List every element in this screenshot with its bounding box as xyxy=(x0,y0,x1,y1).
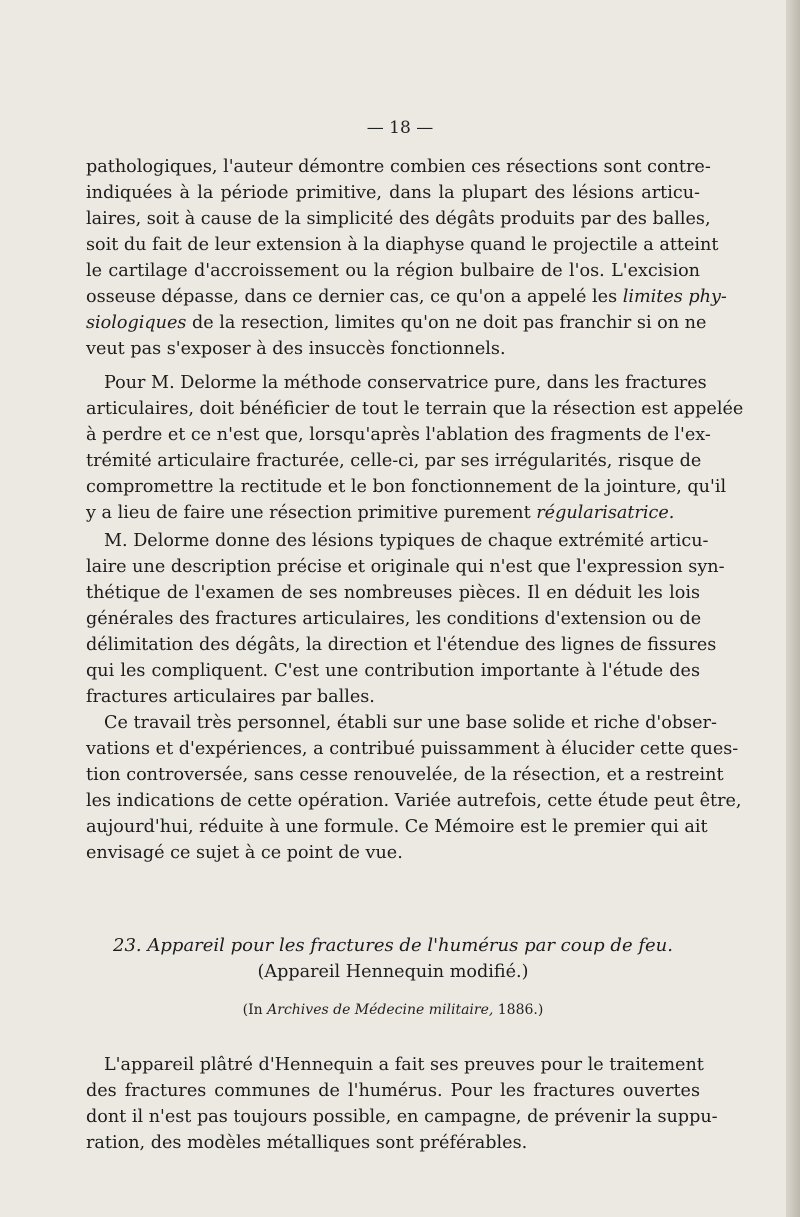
ref-journal: Archives de Médecine militaire, xyxy=(267,1002,494,1018)
text-span: y a lieu de faire une résection primitive purement xyxy=(86,503,537,523)
text-line: générales des fractures articulaires, les conditions d'extension ou de xyxy=(86,609,702,629)
italic-span: limites phy- xyxy=(622,287,727,307)
section-reference xyxy=(86,1002,700,1018)
page-edge-shadow xyxy=(786,0,800,1217)
text-line: L'appareil plâtré d'Hennequin a fait ses preuves pour le traitement xyxy=(104,1055,704,1075)
text-line: tion controversée, sans cesse renouvelée, de la résection, et a restreint xyxy=(86,765,724,785)
italic-span: siologiques xyxy=(86,313,187,333)
text-span: osseuse dépasse, dans ce dernier cas, ce qu'on a appelé les xyxy=(86,287,623,307)
text-line: à perdre et ce n'est que, lorsqu'après l'ablation des fragments de l'ex- xyxy=(86,425,711,445)
text-line: le cartilage d'accroissement ou la région bulbaire de l'os. L'excision xyxy=(86,261,700,281)
text-line: thétique de l'examen de ses nombreuses pièces. Il en déduit les lois xyxy=(86,583,700,603)
text-line: trémité articulaire fracturée, celle-ci, par ses irrégularités, risque de xyxy=(86,451,702,471)
text-line: dont il n'est pas toujours possible, en campagne, de prévenir la suppu- xyxy=(86,1107,718,1127)
text-line: les indications de cette opération. Variée autrefois, cette étude peut être, xyxy=(86,791,742,811)
text-line: laires, soit à cause de la simplicité des dégâts produits par des balles, xyxy=(86,209,711,229)
text-line: laire une description précise et originale qui n'est que l'expression syn- xyxy=(86,557,725,577)
section-subtitle: (Appareil Hennequin modifié.) xyxy=(257,962,529,982)
section-title: Appareil pour les fractures de l'humérus par coup de feu. xyxy=(141,935,673,956)
text-line: qui les compliquent. C'est une contribution importante à l'étude des xyxy=(86,661,700,681)
text-span: de la resection, limites qu'on ne doit pas franchir si on ne xyxy=(186,313,707,333)
text-line: pathologiques, l'auteur démontre combien ces résections sont contre- xyxy=(86,157,711,177)
text-line xyxy=(86,310,707,336)
text-line: ration, des modèles métalliques sont préférables. xyxy=(86,1133,528,1153)
text-line: vations et d'expériences, a contribué puissamment à élucider cette ques- xyxy=(86,739,739,759)
text-line: délimitation des dégâts, la direction et l'étendue des lignes de fissures xyxy=(86,635,717,655)
text-line: aujourd'hui, réduite à une formule. Ce Mémoire est le premier qui ait xyxy=(86,817,708,837)
text-line: Pour M. Delorme la méthode conservatrice pure, dans les fractures xyxy=(104,373,707,393)
text-line xyxy=(86,500,700,526)
text-line: articulaires, doit bénéficier de tout le terrain que la résection est appelée xyxy=(86,399,744,419)
text-line: compromettre la rectitude et le bon fonctionnement de la jointure, qu'il xyxy=(86,477,727,497)
text-line: Ce travail très personnel, établi sur une base solide et riche d'obser- xyxy=(104,713,717,733)
text-line: des fractures communes de l'humérus. Pour les fractures ouvertes xyxy=(86,1081,700,1101)
text-line: soit du fait de leur extension à la diaphyse quand le projectile a atteint xyxy=(86,235,719,255)
ref-prefix: (In xyxy=(242,1002,268,1018)
text-line: veut pas s'exposer à des insuccès fonctionnels. xyxy=(86,339,506,359)
page-number: — 18 — xyxy=(366,118,434,138)
text-line: M. Delorme donne des lésions typiques de chaque extrémité articu- xyxy=(104,531,709,551)
italic-span: régularisatrice. xyxy=(536,503,675,523)
text-line: indiquées à la période primitive, dans la plupart des lésions articu- xyxy=(86,183,700,203)
text-line: envisagé ce sujet à ce point de vue. xyxy=(86,843,403,863)
section-number: 23. xyxy=(113,935,142,956)
text-line xyxy=(86,284,727,310)
text-line: fractures articulaires par balles. xyxy=(86,687,375,707)
section-heading xyxy=(86,935,700,956)
ref-suffix: 1886.) xyxy=(493,1002,544,1018)
